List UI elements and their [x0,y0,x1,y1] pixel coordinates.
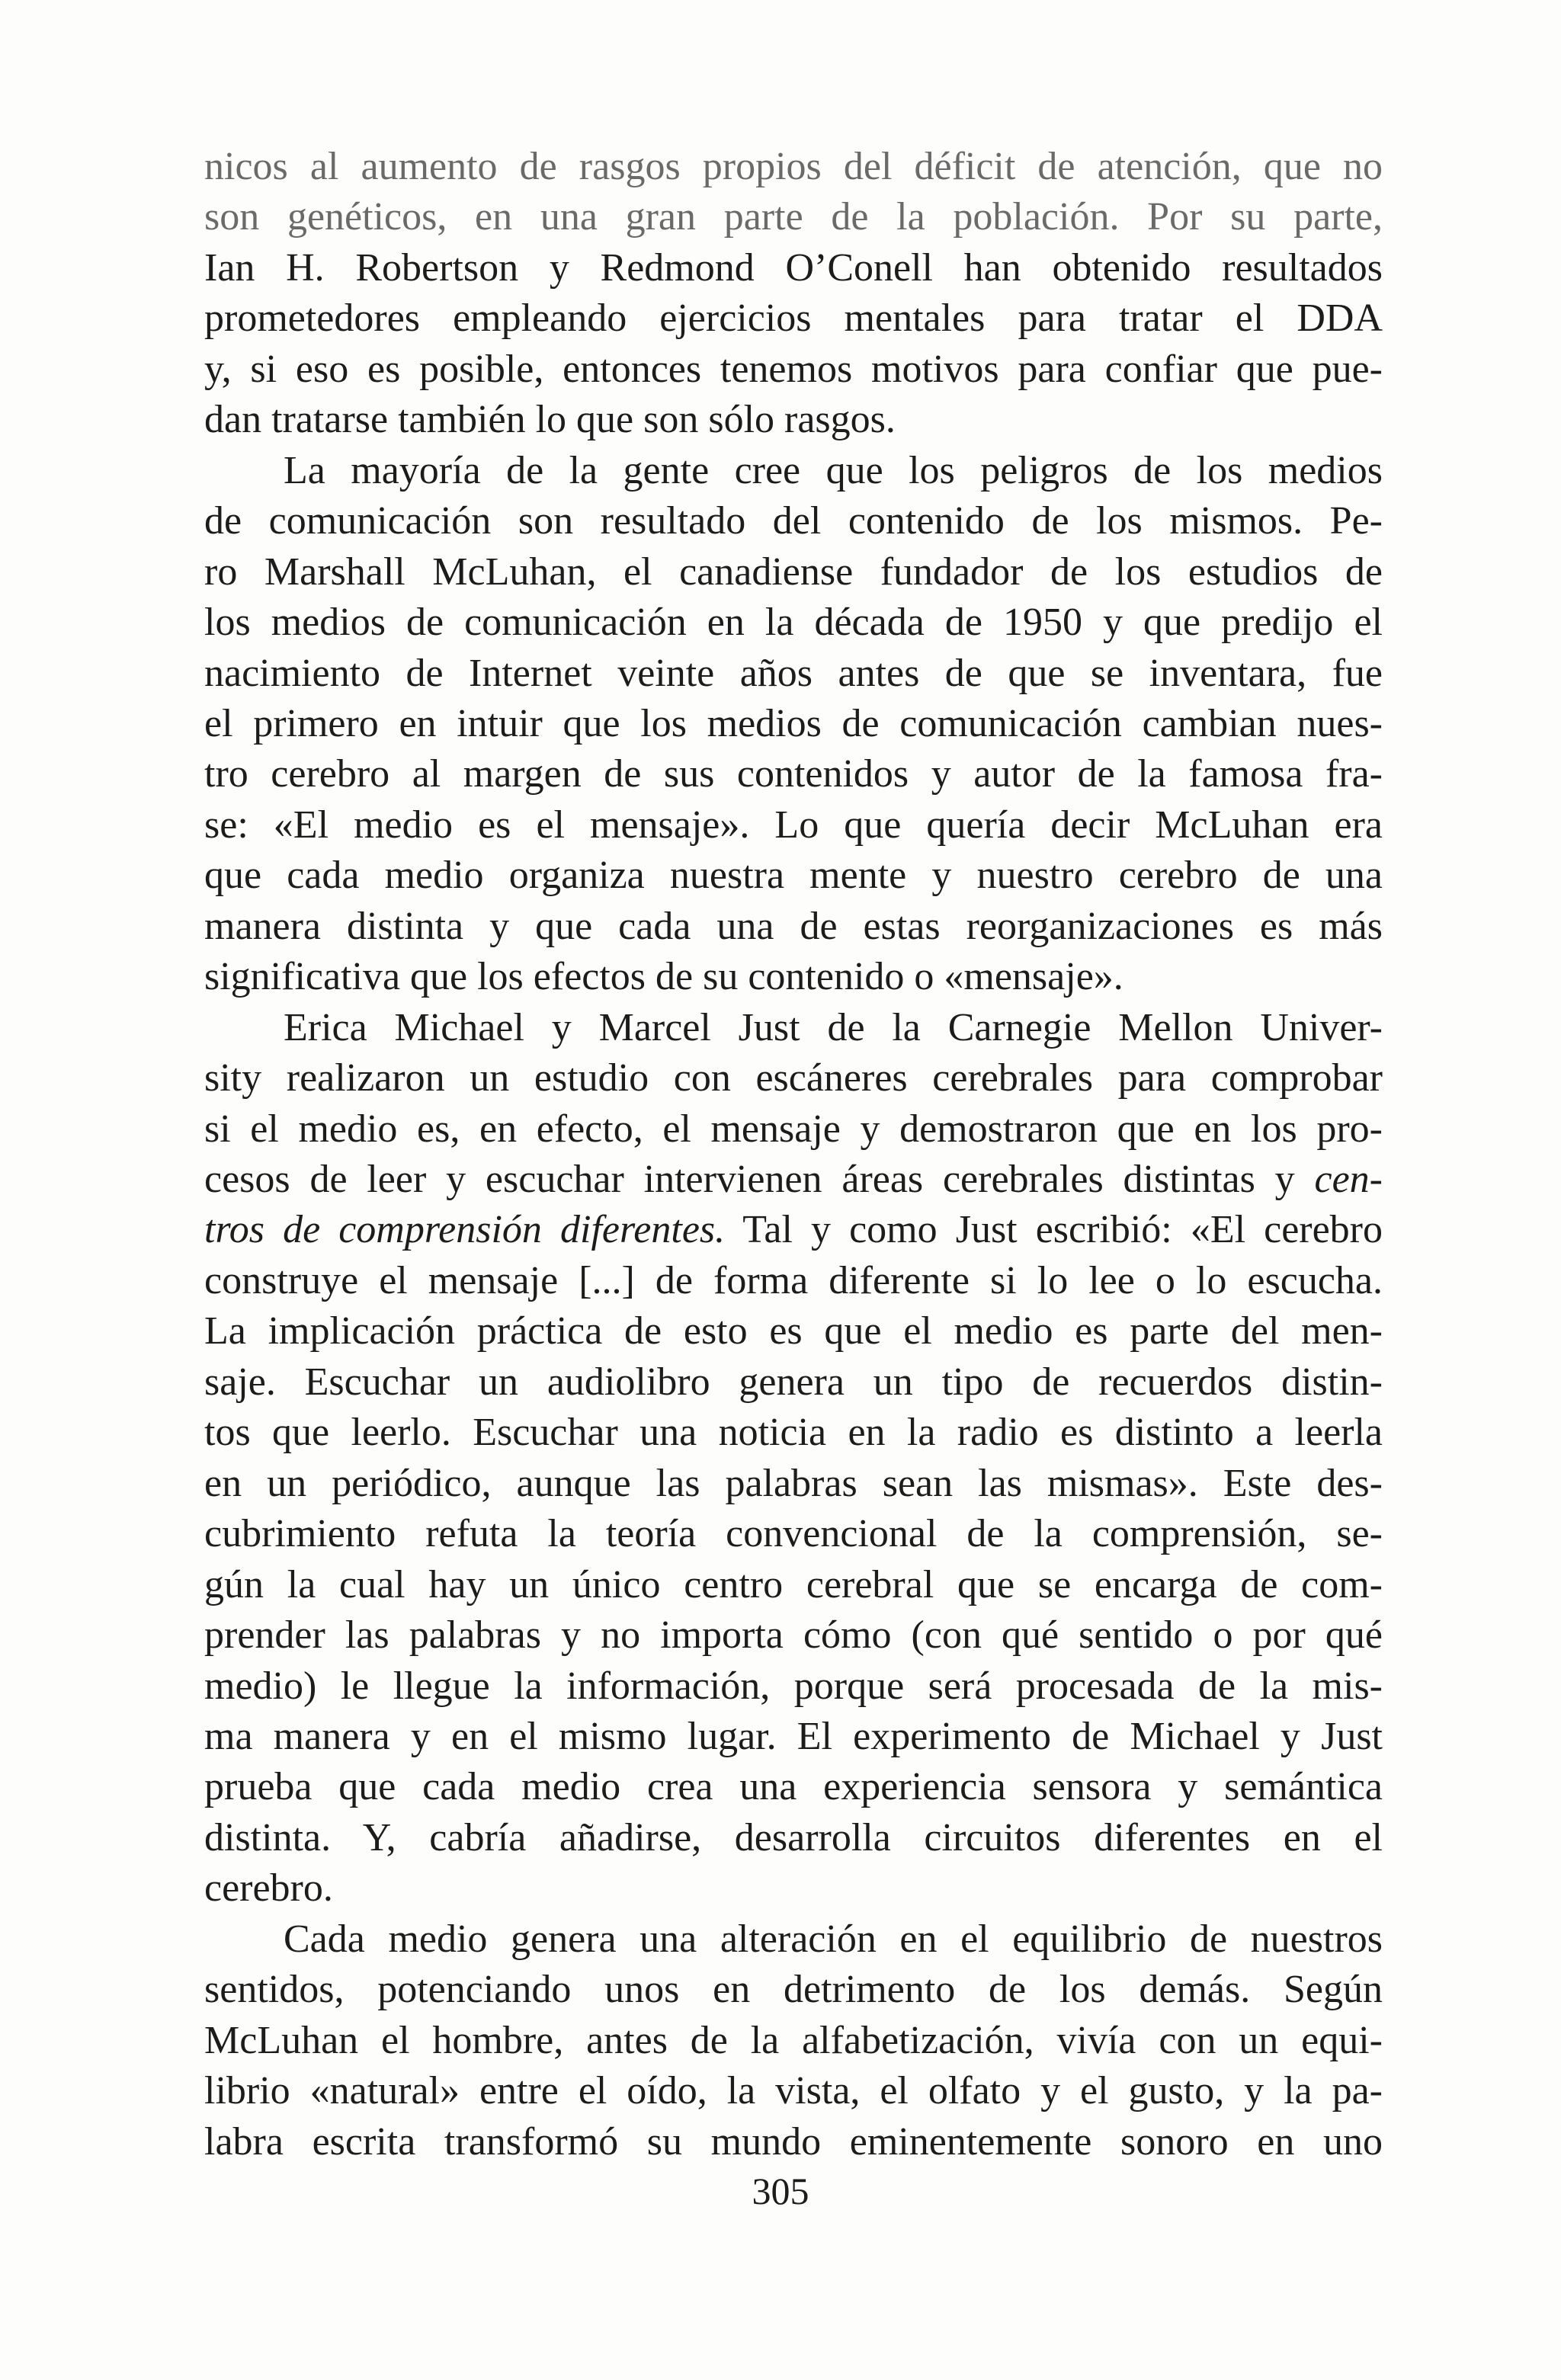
line-text: Cada medio genera una alteración en el equilibrio de nuestros [284,1917,1383,1961]
text-line [204,1965,1383,2015]
line-text: construye el mensaje [...] de forma diferente si lo lee o lo escucha. [204,1258,1383,1302]
line-text: sity realizaron un estudio con escáneres cerebrales para comprobar [204,1056,1383,1100]
line-text: Ian H. Robertson y Redmond O’Conell han obtenido resultados [204,245,1383,290]
line-text: sentidos, potenciando unos en detrimento de los demás. Según [204,1968,1383,2012]
line-text: nicos al aumento de rasgos propios del déficit de atención, que no [204,145,1383,188]
text-line [204,344,1383,395]
line-text: labra escrita transformó su mundo eminentemente sonoro en uno [204,2119,1383,2164]
text-line [204,1205,1383,1255]
line-text: nacimiento de Internet veinte años antes de que se inventara, fue [204,651,1383,695]
text-line [204,1155,1383,1205]
line-text: en un periódico, aunque las palabras sean las mismas». Este des- [204,1461,1383,1505]
line-text: ma manera y en el mismo lugar. El experimento de Michael y Just [204,1714,1383,1758]
text-line [204,1712,1383,1762]
text-line [204,1306,1383,1357]
text-line [204,699,1383,749]
line-text: librio «natural» entre el oído, la vista, el olfato y el gusto, y la pa- [204,2069,1383,2113]
line-text: Erica Michael y Marcel Just de la Carnegie Mellon Univer- [284,1005,1383,1049]
line-text: cerebro. [204,1866,333,1911]
text-line [204,952,1383,1002]
line-text: prometedores empleando ejercicios mentales para tratar el DDA [204,296,1383,341]
text-line [204,800,1383,850]
text-line [204,243,1383,293]
text-line [204,142,1383,192]
line-text: tro cerebro al margen de sus contenidos y autor de la famosa fra- [204,752,1383,796]
line-text: prender las palabras y no importa cómo (con qué sentido o por qué [204,1613,1383,1658]
text-line [284,1914,1383,1965]
text-line [204,902,1383,952]
italic-phrase: cen- [1314,1158,1383,1201]
line-text: cubrimiento refuta la teoría convencional de la comprensión, se- [204,1512,1383,1556]
text-line [204,850,1383,901]
text-line [284,1003,1383,1053]
text-line [204,192,1383,242]
line-text: son genéticos, en una gran parte de la población. Por su parte, [204,195,1383,239]
line-text: La mayoría de la gente cree que los peligros de los medios [284,448,1383,492]
line-text: significativa que los efectos de su contenido o «mensaje». [204,955,1123,999]
line-text: el primero en intuir que los medios de comunicación cambian nues- [204,701,1383,745]
line-text: de comunicación son resultado del contenido de los mismos. Pe- [204,499,1383,543]
text-line [204,547,1383,597]
text-line [204,1509,1383,1559]
text-line [204,395,1383,445]
text-line [284,446,1383,496]
line-text: que cada medio organiza nuestra mente y nuestro cerebro de una [204,854,1383,898]
text-line [204,1813,1383,1863]
line-text: dan tratarse también lo que son sólo rasgos. [204,398,896,442]
text-line [204,749,1383,799]
text-line [204,649,1383,699]
line-text: Tal y como Just escribió: «El cerebro [725,1208,1383,1252]
text-line [204,293,1383,344]
line-text: medio) le llegue la información, porque será procesada de la mis- [204,1664,1383,1708]
text-line [204,1357,1383,1408]
text-line [204,597,1383,648]
line-text: cesos de leer y escuchar intervienen áreas cerebrales distintas y [204,1158,1315,1201]
line-text: tos que leerlo. Escuchar una noticia en la radio es distinto a leerla [204,1411,1383,1455]
line-text: manera distinta y que cada una de estas reorganizaciones es más [204,904,1383,948]
text-line [204,1610,1383,1661]
text-line [204,1256,1383,1306]
text-line [204,1053,1383,1104]
line-text: los medios de comunicación en la década de 1950 y que predijo el [204,601,1383,645]
text-line [204,1661,1383,1712]
text-line [204,2016,1383,2066]
line-text: se: «El medio es el mensaje». Lo que quería decir McLuhan era [204,802,1383,847]
line-text: y, si eso es posible, entonces tenemos motivos para confiar que pue- [204,347,1383,391]
line-text: La implicación práctica de esto es que el medio es parte del men- [204,1309,1383,1353]
text-line [204,2066,1383,2116]
italic-phrase: tros de comprensión diferentes. [204,1208,726,1252]
line-text: ro Marshall McLuhan, el canadiense fundador de los estudios de [204,549,1383,594]
page-number: 305 [752,2170,809,2212]
text-line [204,1104,1383,1155]
line-text: distinta. Y, cabría añadirse, desarrolla circuitos diferentes en el [204,1815,1383,1859]
text-line [204,496,1383,546]
text-line [204,1408,1383,1458]
text-line [204,1560,1383,1610]
line-text: McLuhan el hombre, antes de la alfabetización, vivía con un equi- [204,2018,1383,2062]
text-line [204,1863,1383,1914]
line-text: gún la cual hay un único centro cerebral que se encarga de com- [204,1562,1383,1606]
line-text: si el medio es, en efecto, el mensaje y demostraron que en los pro- [204,1107,1383,1151]
text-line [204,1459,1383,1509]
line-text: saje. Escuchar un audiolibro genera un tipo de recuerdos distin- [204,1360,1383,1404]
text-line [204,2117,1383,2167]
text-line [204,1762,1383,1812]
line-text: prueba que cada medio crea una experiencia sensora y semántica [204,1765,1383,1809]
